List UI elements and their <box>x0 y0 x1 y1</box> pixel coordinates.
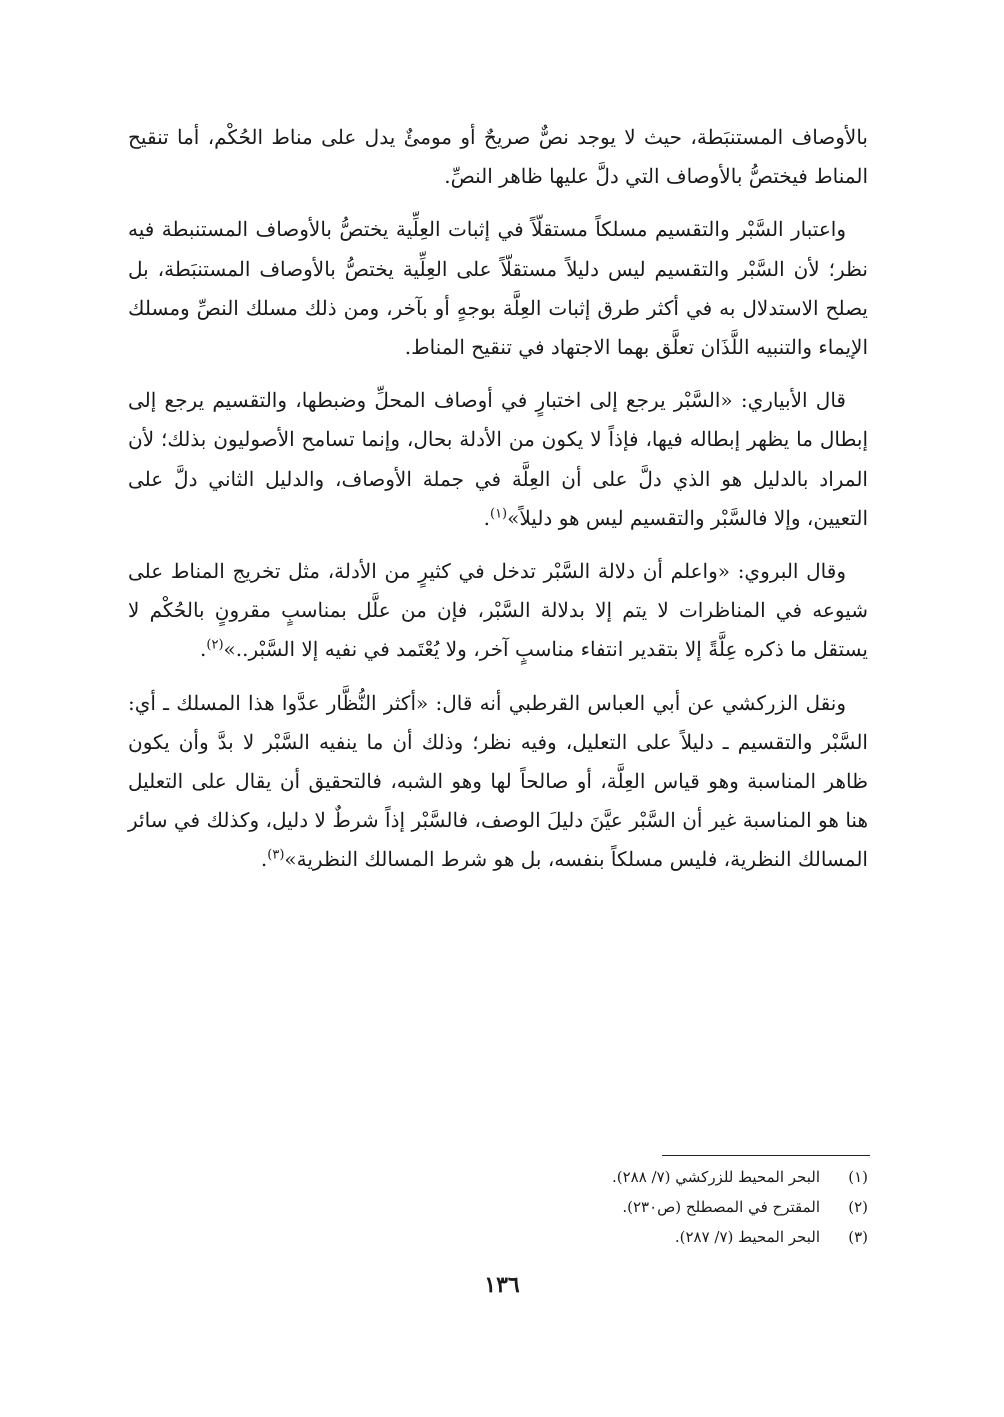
footnote-ref: (٣) <box>267 847 285 863</box>
footnotes <box>268 1162 868 1252</box>
footnote-divider <box>662 1155 870 1156</box>
footnote <box>268 1192 868 1222</box>
body-text <box>128 118 868 894</box>
paragraph-tail: . <box>200 637 207 662</box>
paragraph <box>128 684 868 880</box>
paragraph <box>128 552 868 670</box>
footnote <box>268 1162 868 1192</box>
footnote-ref: (٢) <box>206 637 224 653</box>
footnote-text: البحر المحيط للزركشي (٧/ ٢٨٨). <box>611 1168 820 1186</box>
paragraph-text: بالأوصاف المستنبَطة، حيث لا يوجد نصٌّ صريحٌ أو مومئٌ يدل على مناط الحُكْم، أما تنقيح المناط فيختصُّ بالأوصاف التي دلَّ عليها ظاهر النصِّ. <box>128 125 868 189</box>
paragraph-text: وقال البروي: «واعلم أن دلالة السَّبْر تدخل في كثيرٍ من الأدلة، مثل تخريج المناط على شيوعه في المناظرات لا يتم إلا بدلالة السَّبْر، فإن من علَّل بمناسبٍ مقرونٍ بالحُكْم لا يستقل ما ذكره عِلَّةً إلا بتقدير انتفاء مناسبٍ آخر، ولا يُعْتَمد في نفيه إلا السَّبْر..» <box>128 559 868 662</box>
paragraph <box>128 381 868 538</box>
paragraph-text: ونقل الزركشي عن أبي العباس القرطبي أنه قال: «أكثر النُّظَّار عدَّوا هذا المسلك ـ أي: السَّبْر والتقسيم ـ دليلاً على التعليل، وفيه نظر؛ وذلك أن ما ينفيه السَّبْر لا بدَّ وأن يكون ظاهر المناسبة وهو قياس العِلَّة، أو صالحاً لها وهو الشبه، فالتحقيق أن يقال على التعليل هنا هو المناسبة غير أن السَّبْر عيَّنَ دليلَ الوصف، فالسَّبْر إذاً شرطٌ لا دليل، وكذلك في سائر المسالك النظرية، فليس مسلكاً بنفسه، بل هو شرط المسالك النظرية» <box>128 690 868 872</box>
paragraph-text: قال الأبياري: «السَّبْر يرجع إلى اختبارٍ في أوصاف المحلِّ وضبطها، والتقسيم يرجع إلى إبطال ما يظهر إبطاله فيها، فإذاً لا يكون من الأدلة بحال، وإنما تسامح الأصوليون بذلك؛ لأن المراد بالدليل هو الذي دلَّ على أن العِلَّة في جملة الأوصاف، والدليل الثاني دلَّ على التعيين، وإلا فالسَّبْر والتقسيم ليس هو دليلاً» <box>128 388 868 530</box>
footnote-text: البحر المحيط (٧/ ٢٨٧). <box>674 1228 820 1246</box>
footnote-number: (٣) <box>848 1228 868 1246</box>
paragraph-text: واعتبار السَّبْر والتقسيم مسلكاً مستقلّاً في إثبات العِلِّية يختصُّ بالأوصاف المستنبطة فيه نظر؛ لأن السَّبْر والتقسيم ليس دليلاً مستقلّاً على العِلِّية يختصُّ بالأوصاف المستنبَطة، بل يصلح الاستدلال به في أكثر طرق إثبات العِلَّة بوجهٍ أو بآخر، ومن ذلك مسلك النصِّ ومسلك الإيماء والتنبيه اللَّذَان تعلَّق بهما الاجتهاد في تنقيح المناط. <box>128 217 868 360</box>
footnote-number: (٢) <box>848 1198 868 1216</box>
footnote-number: (١) <box>848 1168 868 1186</box>
footnote <box>268 1222 868 1252</box>
paragraph <box>128 210 868 367</box>
footnote-text: المقترح في المصطلح (ص٢٣٠). <box>622 1198 820 1216</box>
footnote-ref: (١) <box>489 506 508 522</box>
paragraph-tail: . <box>260 847 268 872</box>
page-number: ١٣٦ <box>484 1272 520 1298</box>
paragraph <box>128 118 868 196</box>
paragraph-tail: . <box>483 505 490 530</box>
